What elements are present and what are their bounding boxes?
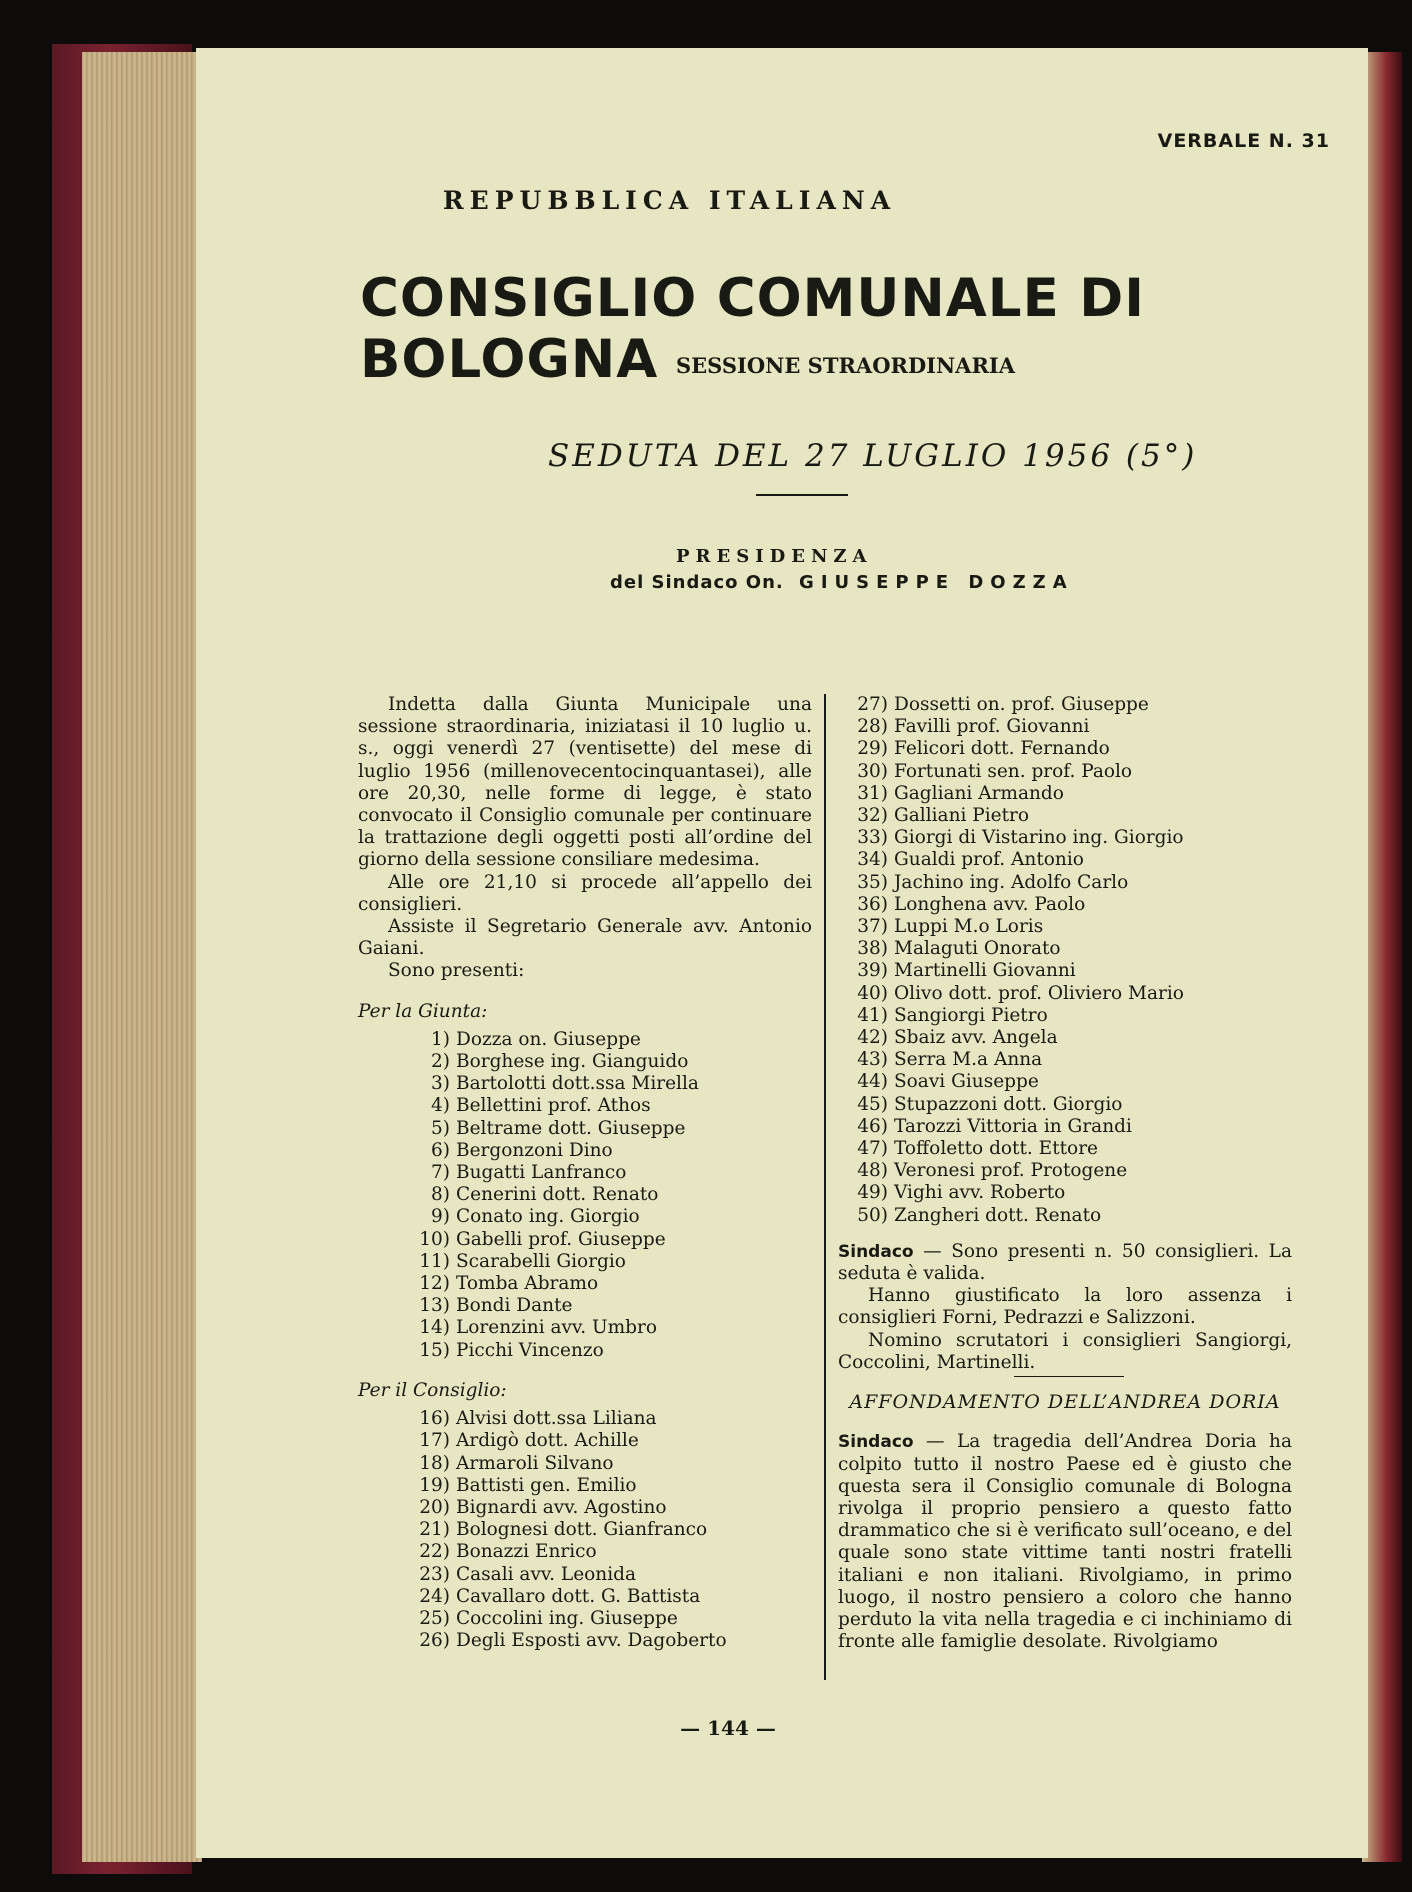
right-page-edge xyxy=(1362,52,1402,1862)
member-item xyxy=(838,1071,1292,1093)
member-name: Conato ing. Giorgio xyxy=(456,1206,640,1228)
member-number: 14) xyxy=(419,1317,450,1339)
member-item xyxy=(838,1094,1292,1116)
member-number: 20) xyxy=(419,1496,450,1518)
member-item xyxy=(358,1029,812,1051)
member-item xyxy=(838,1027,1292,1049)
member-number: 33) xyxy=(857,827,888,849)
member-item xyxy=(838,1116,1292,1138)
member-item xyxy=(838,761,1292,783)
member-number: 43) xyxy=(857,1049,888,1071)
member-item xyxy=(838,916,1292,938)
member-item xyxy=(838,805,1292,827)
member-item xyxy=(358,1206,812,1228)
member-item xyxy=(838,1205,1292,1227)
member-number: 15) xyxy=(419,1339,450,1361)
member-item xyxy=(838,960,1292,982)
member-number: 23) xyxy=(419,1563,450,1585)
member-number: 47) xyxy=(857,1138,888,1160)
republic-heading: REPUBBLICA ITALIANA xyxy=(442,186,897,215)
member-number: 36) xyxy=(857,893,888,915)
speech-paragraph xyxy=(838,1431,1292,1653)
member-name: Sangiorgi Pietro xyxy=(894,1004,1048,1026)
member-number: 6) xyxy=(431,1139,450,1161)
member-item xyxy=(838,1138,1292,1160)
member-name: Fortunati sen. prof. Paolo xyxy=(894,760,1133,782)
member-number: 39) xyxy=(857,960,888,982)
member-item xyxy=(358,1608,812,1630)
member-item xyxy=(358,1497,812,1519)
member-number: 42) xyxy=(857,1027,888,1049)
member-item xyxy=(358,1430,812,1452)
member-name: Jachino ing. Adolfo Carlo xyxy=(894,871,1129,893)
member-name: Beltrame dott. Giuseppe xyxy=(456,1117,686,1139)
member-name: Soavi Giuseppe xyxy=(894,1071,1039,1093)
member-name: Gagliani Armando xyxy=(894,782,1064,804)
member-item xyxy=(358,1541,812,1563)
member-item xyxy=(358,1453,812,1475)
absence-paragraph: Hanno giustificato la loro assenza i consiglieri Forni, Pedrazzi e Salizzoni. xyxy=(838,1285,1292,1329)
member-name: Giorgi di Vistarino ing. Giorgio xyxy=(894,827,1184,849)
member-item xyxy=(838,983,1292,1005)
presidency-by: del Sindaco On. xyxy=(610,572,784,593)
member-number: 48) xyxy=(857,1160,888,1182)
council-title: CONSIGLIO COMUNALE DI BOLOGNA xyxy=(360,268,1145,390)
member-name: Sbaiz avv. Angela xyxy=(894,1027,1058,1049)
member-name: Borghese ing. Gianguido xyxy=(456,1051,689,1073)
member-name: Ardigò dott. Achille xyxy=(456,1430,639,1452)
member-name: Stupazzoni dott. Giorgio xyxy=(894,1093,1123,1115)
member-number: 30) xyxy=(857,760,888,782)
present-paragraph: Sono presenti: xyxy=(388,960,525,982)
member-number: 2) xyxy=(431,1051,450,1073)
member-number: 16) xyxy=(419,1408,450,1430)
member-name: Alvisi dott.ssa Liliana xyxy=(456,1408,657,1430)
member-number: 45) xyxy=(857,1093,888,1115)
member-name: Vighi avv. Roberto xyxy=(894,1182,1066,1204)
member-number: 12) xyxy=(419,1273,450,1295)
member-item xyxy=(358,1475,812,1497)
member-item xyxy=(358,1408,812,1430)
member-number: 29) xyxy=(857,738,888,760)
member-name: Olivo dott. prof. Oliviero Mario xyxy=(894,982,1184,1004)
member-number: 21) xyxy=(419,1519,450,1541)
member-name: Bondi Dante xyxy=(456,1295,573,1317)
member-item xyxy=(358,1140,812,1162)
member-number: 10) xyxy=(419,1228,450,1250)
member-name: Cavallaro dott. G. Battista xyxy=(456,1585,701,1607)
member-number: 50) xyxy=(857,1204,888,1226)
member-name: Scarabelli Giorgio xyxy=(456,1250,626,1272)
member-name: Bignardi avv. Agostino xyxy=(456,1496,667,1518)
member-number: 34) xyxy=(857,849,888,871)
member-number: 37) xyxy=(857,916,888,938)
member-number: 7) xyxy=(431,1162,450,1184)
member-name: Toffoletto dott. Ettore xyxy=(894,1138,1098,1160)
member-item xyxy=(358,1273,812,1295)
member-item xyxy=(358,1340,812,1362)
member-number: 28) xyxy=(857,716,888,738)
member-item xyxy=(838,738,1292,760)
member-name: Bolognesi dott. Gianfranco xyxy=(456,1519,708,1541)
member-name: Degli Esposti avv. Dagoberto xyxy=(456,1630,727,1652)
member-item xyxy=(838,827,1292,849)
member-number: 8) xyxy=(431,1184,450,1206)
secretary-paragraph: Assiste il Segretario Generale avv. Antonio Gaiani. xyxy=(358,916,812,960)
member-number: 40) xyxy=(857,982,888,1004)
member-number: 5) xyxy=(431,1117,450,1139)
member-item xyxy=(358,1073,812,1095)
member-name: Dozza on. Giuseppe xyxy=(456,1028,641,1050)
consiglio-label: Per il Consiglio: xyxy=(358,1379,507,1401)
member-name: Dossetti on. prof. Giuseppe xyxy=(894,694,1149,715)
member-number: 9) xyxy=(431,1206,450,1228)
section-rule xyxy=(1014,1376,1124,1377)
member-item xyxy=(838,1049,1292,1071)
member-number: 11) xyxy=(419,1250,450,1272)
member-number: 38) xyxy=(857,938,888,960)
member-item xyxy=(358,1118,812,1140)
subheading: AFFONDAMENTO DELL’ANDREA DORIA xyxy=(849,1391,1281,1414)
member-item xyxy=(358,1095,812,1117)
left-column xyxy=(358,694,812,1652)
member-name: Tomba Abramo xyxy=(456,1273,599,1295)
member-item xyxy=(838,1160,1292,1182)
member-name: Bugatti Lanfranco xyxy=(456,1162,627,1184)
member-name: Bellettini prof. Athos xyxy=(456,1095,651,1117)
presidency-name: GIUSEPPE DOZZA xyxy=(799,572,1074,593)
presidency-line xyxy=(610,572,1074,593)
member-name: Luppi M.o Loris xyxy=(894,916,1044,938)
member-number: 1) xyxy=(431,1028,450,1050)
member-number: 4) xyxy=(431,1095,450,1117)
member-name: Casali avv. Leonida xyxy=(456,1563,636,1585)
member-number: 41) xyxy=(857,1004,888,1026)
member-name: Zangheri dott. Renato xyxy=(894,1204,1102,1226)
member-name: Gualdi prof. Antonio xyxy=(894,849,1084,871)
member-item xyxy=(838,694,1292,716)
sitting-title: SEDUTA DEL 27 LUGLIO 1956 (5°) xyxy=(548,438,1198,474)
member-name: Gabelli prof. Giuseppe xyxy=(456,1228,666,1250)
member-name: Martinelli Giovanni xyxy=(894,960,1076,982)
member-name: Armaroli Silvano xyxy=(456,1452,614,1474)
validity-paragraph xyxy=(838,1241,1292,1285)
member-item xyxy=(358,1317,812,1339)
member-item xyxy=(838,872,1292,894)
member-item xyxy=(358,1519,812,1541)
consiglio-list-right xyxy=(838,694,1292,1227)
member-name: Lorenzini avv. Umbro xyxy=(456,1317,657,1339)
giunta-label: Per la Giunta: xyxy=(358,1000,488,1022)
member-item xyxy=(838,1005,1292,1027)
member-name: Galliani Pietro xyxy=(894,805,1030,827)
document-page xyxy=(196,48,1368,1858)
validity-text: — Sono presenti n. 50 consiglieri. La seduta è valida. xyxy=(838,1240,1292,1285)
member-item xyxy=(838,783,1292,805)
giunta-list xyxy=(358,1029,812,1362)
verbale-number: VERBALE N. 31 xyxy=(1157,130,1330,152)
member-number: 3) xyxy=(431,1073,450,1095)
member-number: 17) xyxy=(419,1430,450,1452)
member-item xyxy=(838,894,1292,916)
page-number: — 144 — xyxy=(680,1716,776,1740)
member-name: Tarozzi Vittoria in Grandi xyxy=(894,1115,1132,1137)
member-item xyxy=(358,1251,812,1273)
member-number: 44) xyxy=(857,1071,888,1093)
page-edges xyxy=(82,52,202,1862)
speech-text: — La tragedia dell’Andrea Doria ha colpito tutto il nostro Paese ed è giusto che questa sera il Consiglio comunale di Bologna rivolga il proprio pensiero a questo fatto drammatico che si è verificato sull’oceano, e del quale sono state vittime tanti nostri fratelli italiani e non italiani. Rivolgiamo, in primo luogo, il nostro pensiero a coloro che hanno perduto la vita nella tragedia e ci inchiniamo di fronte alle famiglie desolate. Rivolgiamo xyxy=(838,1431,1292,1653)
member-item xyxy=(358,1229,812,1251)
member-item xyxy=(358,1586,812,1608)
member-name: Felicori dott. Fernando xyxy=(894,738,1110,760)
speaker-label: Sindaco xyxy=(838,1432,914,1453)
member-item xyxy=(358,1295,812,1317)
member-name: Favilli prof. Giovanni xyxy=(894,716,1090,738)
member-name: Picchi Vincenzo xyxy=(456,1339,604,1361)
member-number: 46) xyxy=(857,1115,888,1137)
member-item xyxy=(838,716,1292,738)
scrutineers-paragraph: Nomino scrutatori i consiglieri Sangiorgi, Coccolini, Martinelli. xyxy=(838,1329,1292,1373)
consiglio-list-left xyxy=(358,1408,812,1652)
member-number: 13) xyxy=(419,1295,450,1317)
member-number: 35) xyxy=(857,871,888,893)
member-name: Bonazzi Enrico xyxy=(456,1541,597,1563)
member-number: 31) xyxy=(857,782,888,804)
member-name: Bergonzoni Dino xyxy=(456,1139,613,1161)
member-number: 19) xyxy=(419,1474,450,1496)
intro-paragraph: Indetta dalla Giunta Municipale una sessione straordinaria, iniziatasi il 10 luglio u. s., oggi venerdì 27 (ventisette) del mese di luglio 1956 (millenovecentocinquantasei), alle ore 20,30, nelle forme di legge, è stato convocato il Consiglio comunale per continuare la trattazione degli oggetti posti all’ordine del giorno della sessione consiliare medesima. xyxy=(358,694,812,871)
member-name: Battisti gen. Emilio xyxy=(456,1474,637,1496)
member-name: Longhena avv. Paolo xyxy=(894,893,1086,915)
member-item xyxy=(838,938,1292,960)
member-name: Coccolini ing. Giuseppe xyxy=(456,1607,678,1629)
right-column xyxy=(838,694,1292,1653)
member-item xyxy=(838,1182,1292,1204)
member-number: 22) xyxy=(419,1541,450,1563)
member-item xyxy=(358,1564,812,1586)
member-item xyxy=(358,1630,812,1652)
member-name: Bartolotti dott.ssa Mirella xyxy=(456,1073,699,1095)
member-number: 18) xyxy=(419,1452,450,1474)
member-item xyxy=(358,1184,812,1206)
speaker-label: Sindaco xyxy=(838,1241,914,1262)
member-name: Cenerini dott. Renato xyxy=(456,1184,659,1206)
member-name: Veronesi prof. Protogene xyxy=(894,1160,1128,1182)
presidency-title: PRESIDENZA xyxy=(676,546,873,567)
member-number: 25) xyxy=(419,1607,450,1629)
member-name: Malaguti Onorato xyxy=(894,938,1061,960)
member-item xyxy=(838,849,1292,871)
member-name: Serra M.a Anna xyxy=(894,1049,1043,1071)
member-item xyxy=(358,1051,812,1073)
roll-call-paragraph: Alle ore 21,10 si procede all’appello dei consiglieri. xyxy=(358,871,812,915)
heading-rule xyxy=(756,494,848,496)
member-number: 49) xyxy=(857,1182,888,1204)
member-number: 32) xyxy=(857,805,888,827)
member-item xyxy=(358,1162,812,1184)
member-number: 24) xyxy=(419,1585,450,1607)
session-title: SESSIONE STRAORDINARIA xyxy=(676,353,1016,378)
member-number: 27) xyxy=(857,694,888,715)
column-divider xyxy=(824,694,826,1680)
member-number: 26) xyxy=(419,1630,450,1652)
